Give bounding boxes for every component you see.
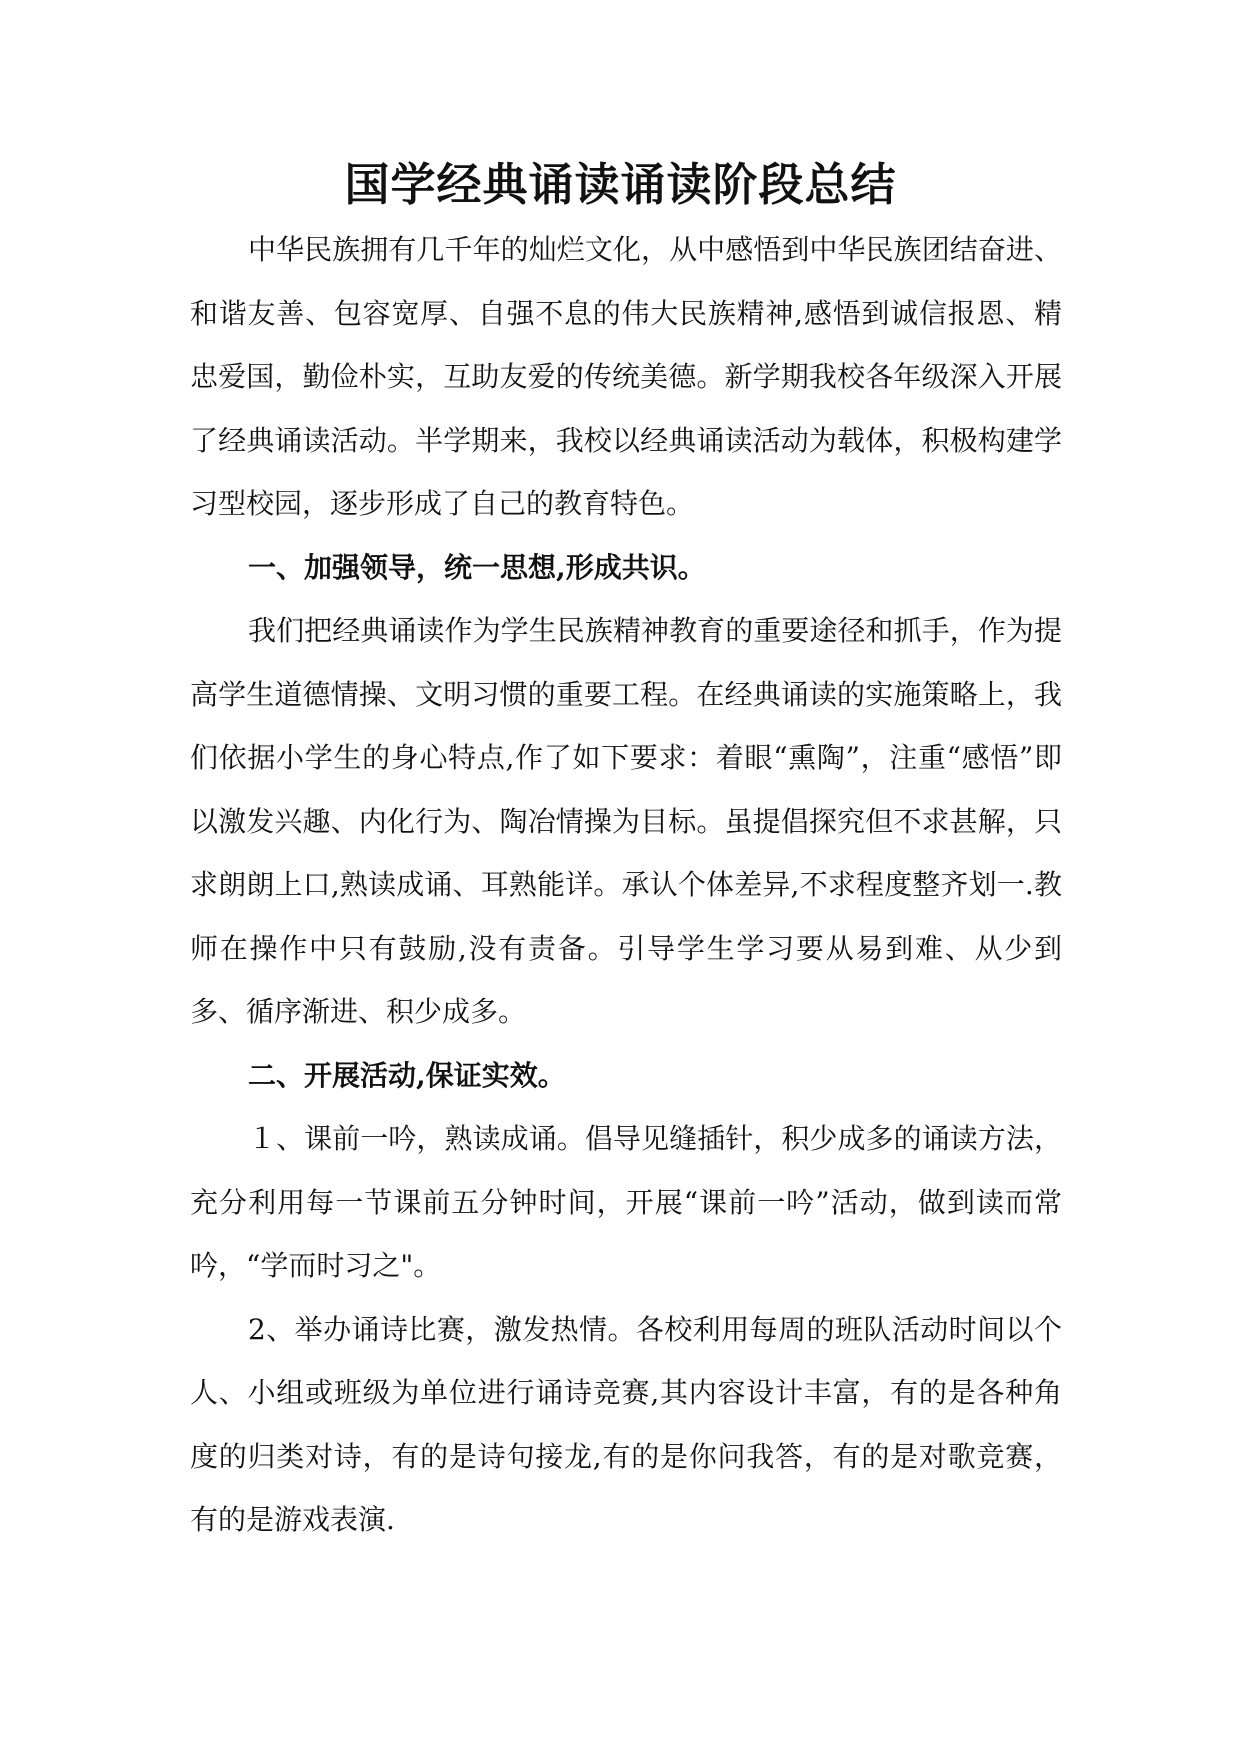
section-heading-1: 一、加强领导，统一思想,形成共识。 [248,550,706,584]
document-title: 国学经典诵读诵读阶段总结 [344,158,897,211]
section-2-item-2: 2、举办诵诗比赛，激发热情。各校利用每周的班队活动时间以个人、小组或班级为单位进行诵诗竞赛,其内容设计丰富，有的是各种角度的归类对诗，有的是诗句接龙,有的是你问我答，有的是对歌竞赛，有的是游戏表演. [190,1312,1062,1536]
document-body [190,218,1062,1552]
section-heading-2: 二、开展活动,保证实效。 [248,1058,566,1092]
section-2-item-1: １、课前一吟，熟读成诵。倡导见缝插针，积少成多的诵读方法，充分利用每一节课前五分钟时间，开展“课前一吟”活动，做到读而常吟，“学而时习之"。 [190,1122,1062,1282]
intro-paragraph: 中华民族拥有几千年的灿烂文化，从中感悟到中华民族团结奋进、和谐友善、包容宽厚、自强不息的伟大民族精神,感悟到诚信报恩、精忠爱国，勤俭朴实，互助友爱的传统美德。新学期我校各年级深入开展了经典诵读活动。半学期来，我校以经典诵读活动为载体，积极构建学习型校园，逐步形成了自己的教育特色。 [190,233,1062,520]
section-1-paragraph: 我们把经典诵读作为学生民族精神教育的重要途径和抓手，作为提高学生道德情操、文明习惯的重要工程。在经典诵读的实施策略上，我们依据小学生的身心特点,作了如下要求：着眼“熏陶”，注重“感悟”即以激发兴趣、内化行为、陶冶情操为目标。虽提倡探究但不求甚解，只求朗朗上口,熟读成诵、耳熟能详。承认个体差异,不求程度整齐划一.教师在操作中只有鼓励,没有责备。引导学生学习要从易到难、从少到多、循序渐进、积少成多。 [190,614,1062,1028]
